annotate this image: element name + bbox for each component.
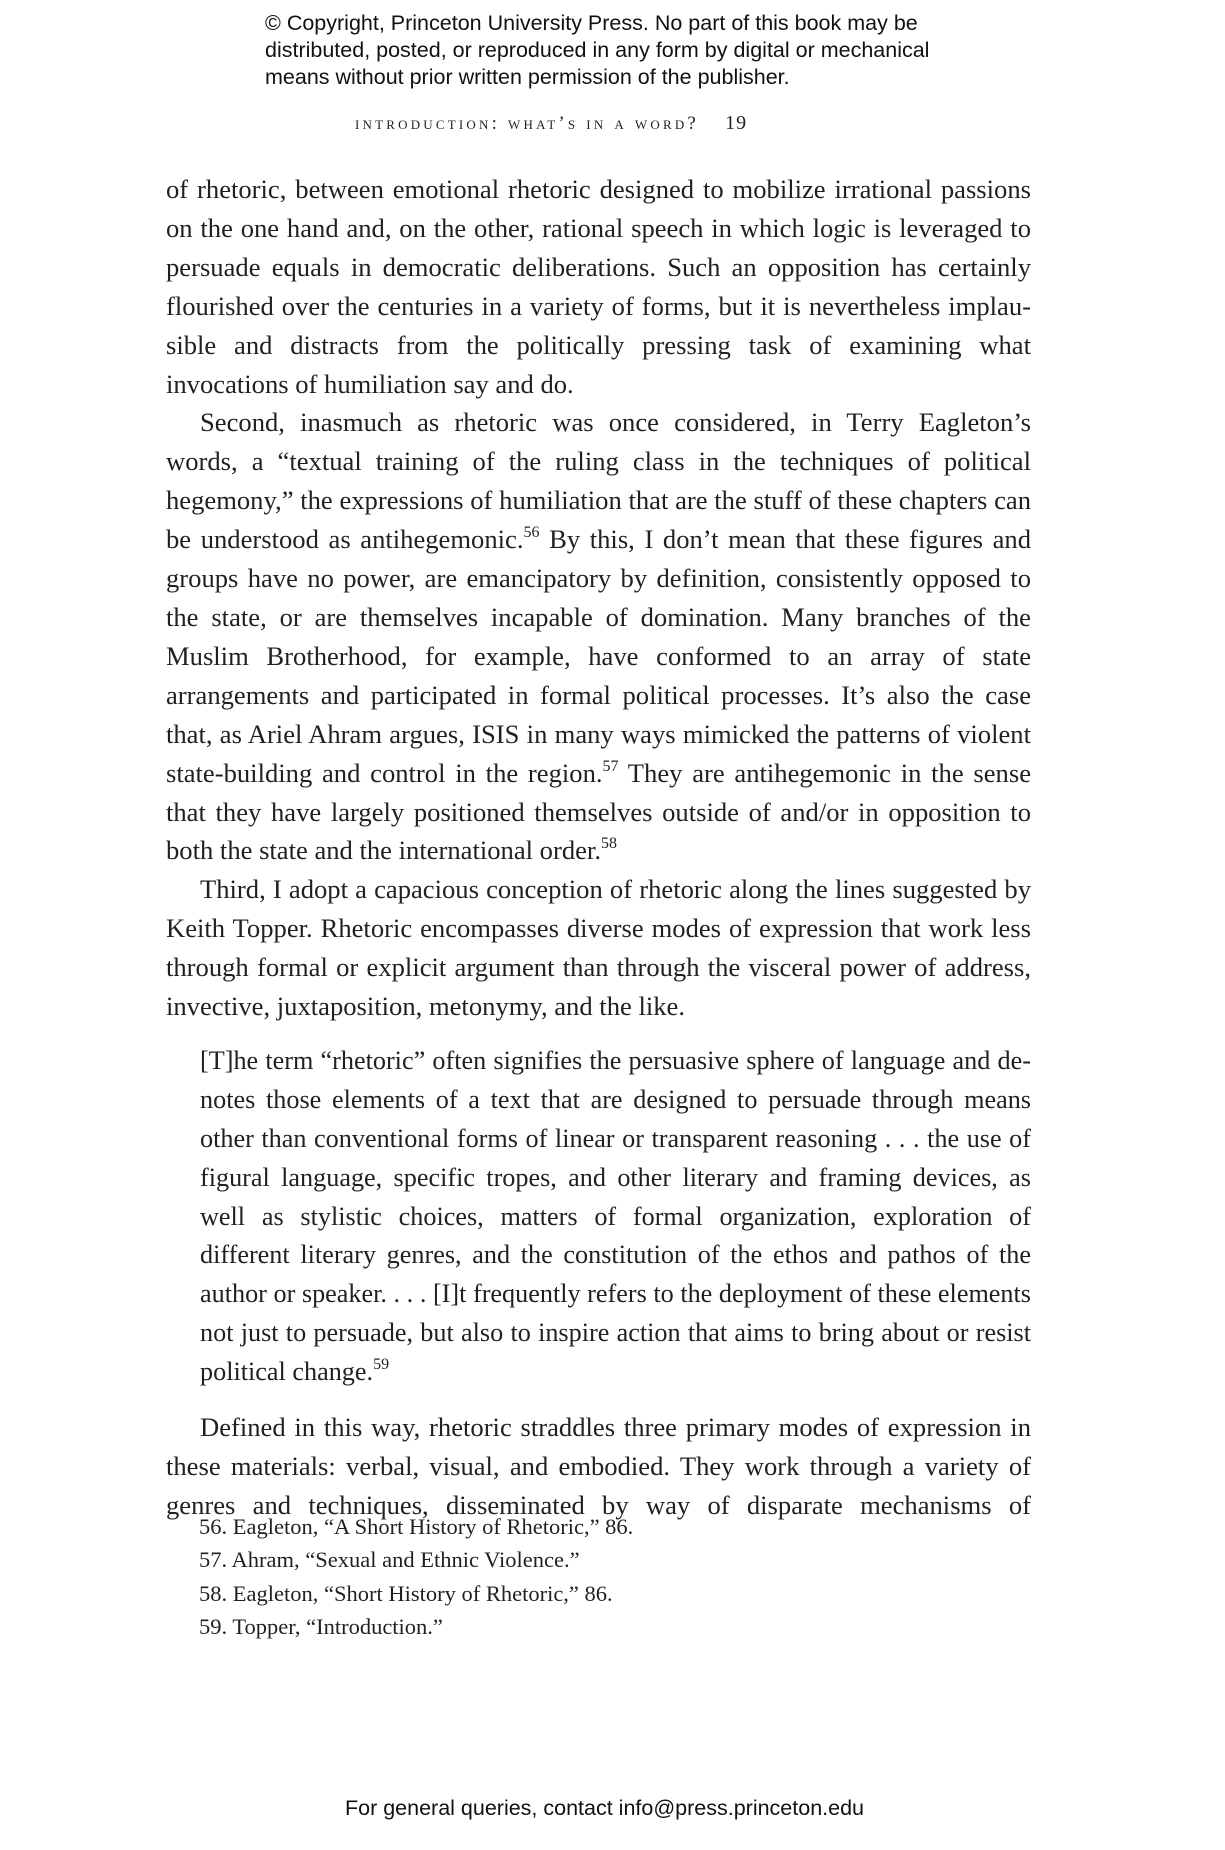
paragraph: Defined in this way, rhetoric straddles three primary modes of expression in these materials: verbal, visual, and embodied. They work through a variety of genres and techniques, disseminated by way of disparate mechanisms of (166, 1412, 1031, 1520)
footnote: 57. Ahram, “Sexual and Ethnic Violence.” (199, 1547, 580, 1573)
paragraph (166, 403, 1031, 870)
chapter-title: introduction: what’s in a word? (355, 113, 700, 134)
footnote: 59. Topper, “Introduction.” (199, 1613, 443, 1639)
copyright-line: means without prior written permission of the publisher. (265, 65, 790, 89)
footnote: 56. Eagleton, “A Short History of Rhetoric,” 86. (199, 1514, 634, 1539)
paragraph: of rhetoric, between emotional rhetoric designed to mobilize irrational passions on the one hand and, on the other, rational speech in which logic is leveraged to persuade equals in democratic deliberations. Such an opposition has certainly flourished over the centuries in a variety of forms, but it is nevertheless implausible and distracts from the politically pressing task of examining what invocations of humiliation say and do. (166, 174, 1031, 399)
page-number: 19 (725, 112, 748, 134)
paragraph-text: Second, inasmuch as rhetoric was once considered, in Terry Eagleton’s words, a “textual training of the ruling class in the techniques of political hegemony,” the expressions of humiliation that are the stuff of these chapters can be understood as antihegemonic. (166, 407, 1031, 555)
quote-text: [T]he term “rhetoric” often signifies the persuasive sphere of language and denotes those elements of a text that are designed to persuade through means other than conventional forms of linear or transparent reasoning . . . the use of figural language, specific tropes, and other literary and framing devices, as well as stylistic choices, matters of formal organization, exploration of different literary genres, and the constitution of the ethos and pathos of the author or speaker. . . . [I]t frequently refers to the deployment of these elements not just to persuade, but also to inspire action that aims to bring about or resist political change. (200, 1045, 1031, 1387)
running-head (355, 112, 747, 135)
footnote-ref[interactable]: 58 (600, 835, 617, 853)
copyright-line: © Copyright, Princeton University Press. No part of this book may be (265, 11, 918, 35)
footnote: 58. Eagleton, “Short History of Rhetoric,” 86. (199, 1580, 613, 1606)
paragraph-text: By this, I don’t mean that these figures and groups have no power, are emancipatory by definition, consistently opposed to the state, or are themselves incapable of domination. Many branches of the Muslim Brotherhood, for example, have conformed to an array of state arrangements and participated in formal political processes. It’s also the case that, as Ariel Ahram argues, ISIS in many ways mimicked the patterns of violent state-building and control in the region. (166, 524, 1031, 788)
paragraph-text: They are antihegemonic in the sense that they have largely positioned themselves outside of and/or in opposition to both the state and the international order. (166, 757, 1032, 866)
block-quote (200, 1042, 1031, 1392)
footer-contact: For general queries, contact info@press.princeton.edu (345, 1796, 865, 1820)
main-text (166, 170, 1031, 1525)
footnote-ref[interactable]: 57 (602, 757, 619, 775)
paragraph: Third, I adopt a capacious conception of rhetoric along the lines suggested by Keith Topper. Rhetoric encompasses diverse modes of expression that work less through formal or explicit argument than through the visceral power of address, invective, juxtaposition, metonymy, and the like. (166, 874, 1031, 1022)
footnotes (199, 1510, 979, 1643)
footnote-ref[interactable]: 59 (373, 1356, 390, 1374)
copyright-notice (265, 10, 1025, 91)
footnote-ref[interactable]: 56 (523, 524, 540, 542)
copyright-line: distributed, posted, or reproduced in any form by digital or mechanical (265, 38, 930, 62)
